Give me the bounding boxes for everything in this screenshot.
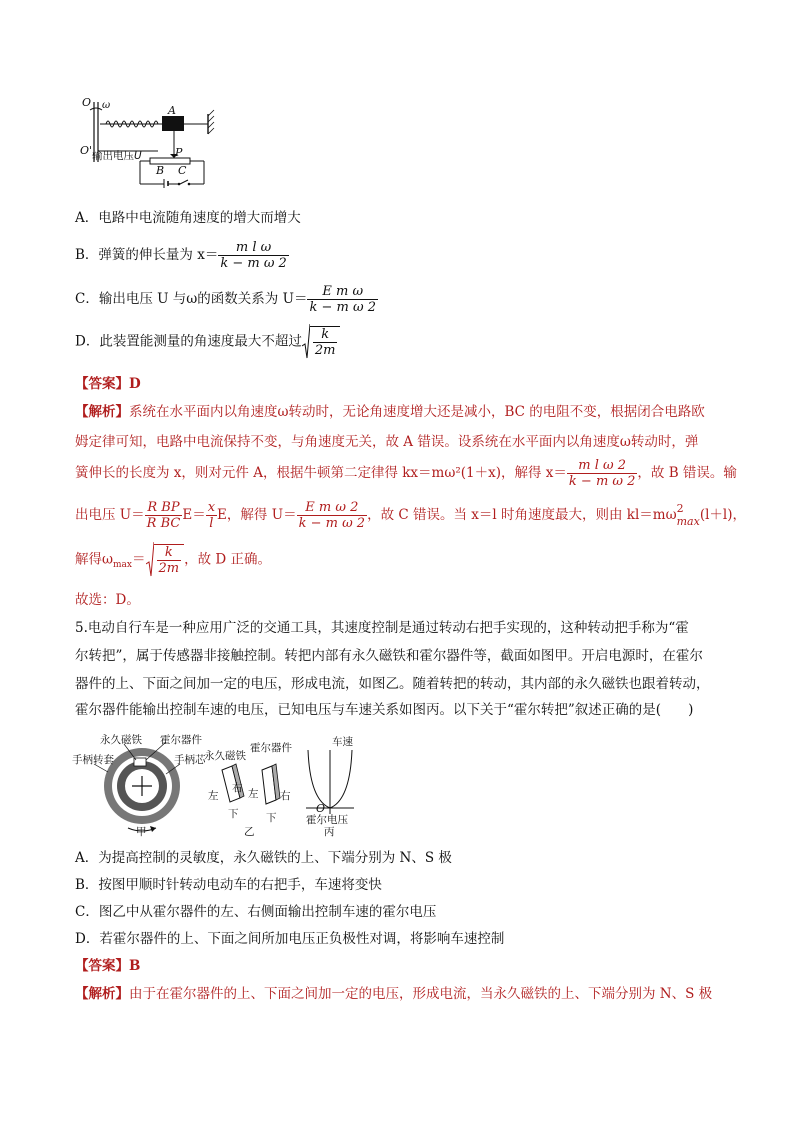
- label-yi: 乙: [244, 826, 255, 838]
- q4-option-d: D．此装置能测量的角速度最大不超过 $\frac{k}{2m}$: [75, 324, 340, 360]
- q4-analysis-line-1: 【解析】系统在水平面内以角速度ω转动时，无论角速度增大还是减小，BC 的电阻不变，根据闭合电路欧: [75, 404, 705, 420]
- q5-stem-line-3: 器件的上、下面之间加一定的电压，形成电流，如图乙。随着转把的转动，其内部的永久磁铁也跟着转动，: [75, 676, 710, 692]
- q5-stem-line-4: 霍尔器件能输出控制车速的电压，已知电压与车速关系如图丙。以下关于“霍尔转把”叙述正确的是( ): [75, 702, 694, 718]
- label-origin: O: [316, 802, 326, 815]
- figure-rotating-device: [80, 96, 230, 188]
- q5-option-c: C．图乙中从霍尔器件的左、右侧面输出控制车速的霍尔电压: [75, 904, 437, 920]
- label-grip-sleeve: 手柄转套: [72, 754, 114, 766]
- label-o: O: [82, 96, 92, 109]
- label-o-prime: O': [80, 144, 93, 157]
- label-down-1: 下: [228, 808, 239, 820]
- q4-analysis-line-5: 解得$\omega_{max}=$ $\frac{k}{2m}$ ，故 D 正确。: [75, 542, 271, 578]
- q4-analysis-line-4: 出电压 U＝ $\frac{\text{R BP}}{\text{R BC}}$ E＝ $\frac{x}{l}$ E，解得 U＝ $\frac{\text{E m ω 2}}{\text{k − m ω 2}}$ ，故 C 错误。当 x＝l 时角速度最大，则由 kl＝mω 2 max (l＋l)，: [75, 500, 746, 531]
- q5-stem-line-1: 5.电动自行车是一种应用广泛的交通工具，其速度控制是通过转动右把手实现的，这种转动把手称为“霍: [75, 620, 689, 636]
- label-magnet-2: 永久磁铁: [204, 750, 246, 762]
- label-output-voltage: 输出电压U: [92, 150, 142, 162]
- label-hall-voltage: 霍尔电压: [306, 814, 348, 826]
- label-hall: 霍尔器件: [160, 734, 202, 746]
- label-omega: ω: [102, 100, 111, 111]
- q5-option-b: B．按图甲顺时针转动电动车的右把手，车速将变快: [75, 877, 382, 893]
- q4-conclusion: 故选：D。: [75, 592, 140, 608]
- label-left-2: 左: [248, 788, 259, 800]
- q4-analysis-line-2: 姆定律可知，电路中电流保持不变，与角速度无关，故 A 错误。设系统在水平面内以角速度ω转动时，弹: [75, 434, 699, 450]
- q4-option-a: A．电路中电流随角速度的增大而增大: [75, 210, 301, 226]
- q5-option-d: D．若霍尔器件的上、下面之间所加电压正负极性对调，将影响车速控制: [75, 931, 505, 947]
- label-speed: 车速: [332, 736, 353, 748]
- q4-option-c: C．输出电压 U 与ω的函数关系为 U＝ $\frac{\text{E m ω}}{\text{k − m ω 2}}$: [75, 284, 376, 315]
- label-b: B: [156, 164, 165, 177]
- q5-option-a: A．为提高控制的灵敏度，永久磁铁的上、下端分别为 N、S 极: [75, 850, 452, 866]
- sqrt-symbol: $\frac{k}{2m}$: [302, 324, 341, 360]
- q5-stem-line-2: 尔转把”，属于传感器非接触控制。转把内部有永久磁铁和霍尔器件等，截面如图甲。开启电源时，在霍尔: [75, 648, 703, 664]
- label-jia: 甲: [136, 826, 147, 838]
- q4-analysis-line-3: 簧伸长的长度为 x，则对元件 A，根据牛顿第二定律得 kx＝mω²(1＋x)，解得 x＝ $\frac{\text{m l ω 2}}{\text{k − m ω 2}}$ ，故 B 错误。输: [75, 458, 737, 489]
- q4-option-b: B．弹簧的伸长量为 x＝ $\frac{\text{m l ω}}{\text{k − m ω 2}}$: [75, 240, 287, 271]
- label-right-1: 右: [232, 782, 243, 794]
- label-left-1: 左: [208, 790, 219, 802]
- label-grip-core: 手柄芯: [174, 754, 206, 766]
- q4-answer: 【答案】D: [75, 376, 141, 392]
- label-right-2: 右: [280, 790, 291, 802]
- label-hall-2: 霍尔器件: [250, 742, 292, 754]
- label-c: C: [178, 164, 187, 177]
- fraction-b: $\frac{\text{m l ω}}{\text{k − m ω 2}}$: [220, 240, 287, 271]
- q5-analysis-line-1: 【解析】由于在霍尔器件的上、下面之间加一定的电压，形成电流，当永久磁铁的上、下端分别为 N、S 极: [75, 986, 713, 1002]
- label-p: P: [175, 146, 183, 159]
- label-magnet: 永久磁铁: [100, 734, 142, 746]
- figure-hall-grip: [70, 730, 370, 840]
- label-down-2: 下: [266, 812, 277, 824]
- label-bing: 丙: [324, 826, 335, 838]
- q5-answer: 【答案】B: [75, 958, 141, 974]
- label-a: A: [168, 104, 176, 117]
